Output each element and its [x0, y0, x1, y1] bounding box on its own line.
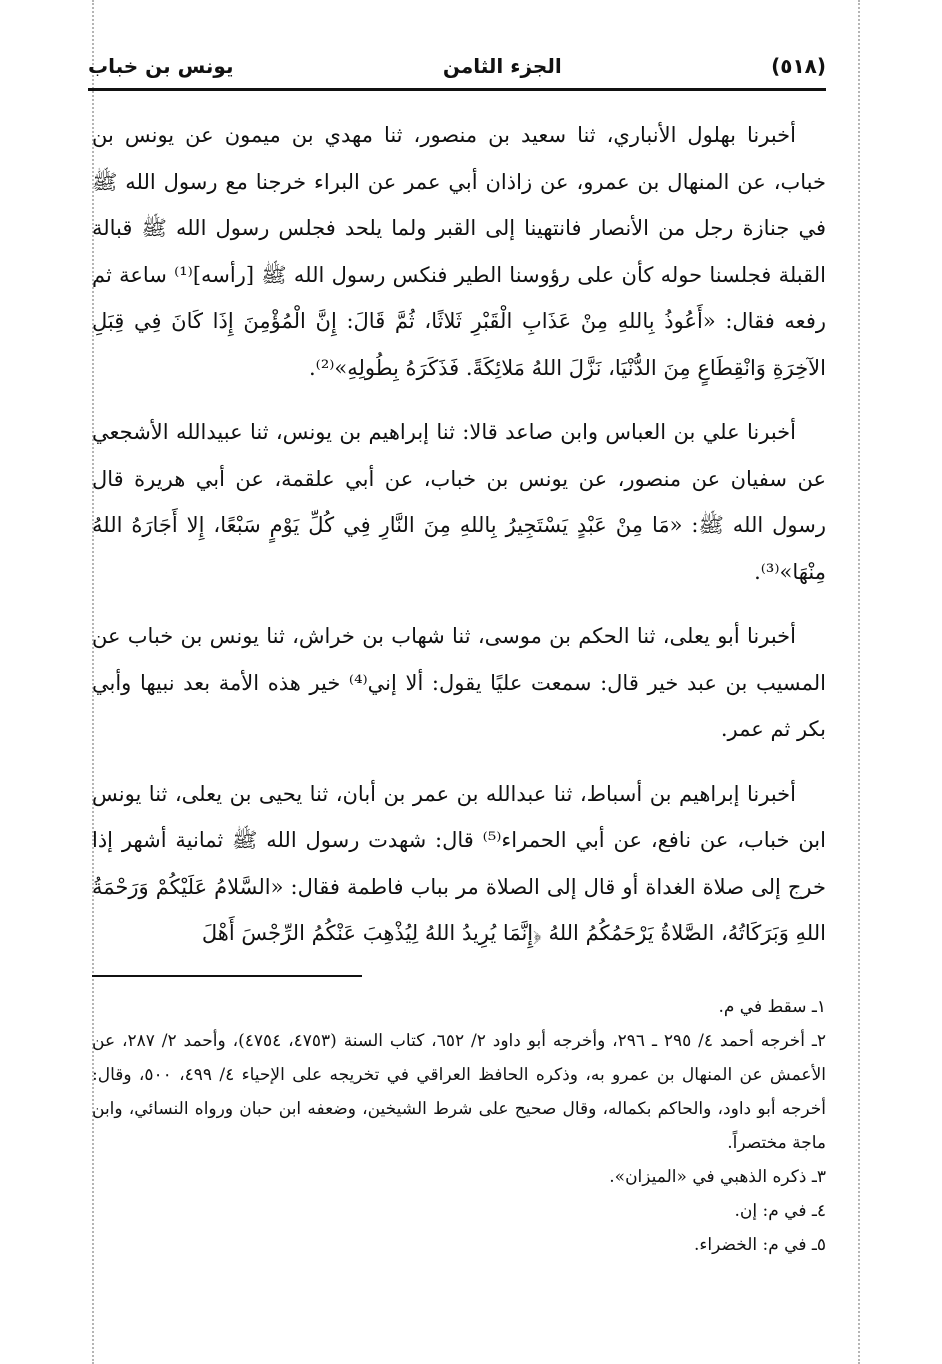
paragraph: أخبرنا إبراهيم بن أسباط، ثنا عبدالله بن عمر بن أبان، ثنا يحيى بن يعلى، ثنا يونس ابن خباب، عن نافع، عن أبي الحمراء⁽⁵⁾ قال: شهدت رسول الله ﷺ ثمانية أشهر إذا خرج إلى صلاة الغداة أو قال إلى الصلاة مر بباب فاطمة فقال: «السَّلامُ عَلَيْكُمْ وَرَحْمَةُ اللهِ وَبَرَكَاتُهُ، الصَّلاةُ يَرْحَمُكُمُ اللهُ ﴿إِنَّمَا يُرِيدُ اللهُ لِيُذْهِبَ عَنْكُمُ الرِّجْسَ أَهْلَ	[92, 781, 826, 945]
page-number: (٥١٨)	[771, 54, 826, 78]
running-header	[88, 46, 826, 86]
main-text	[92, 112, 826, 975]
footnote-4: ٤ـ في م: إن.	[734, 1201, 826, 1221]
footnote-1: ١ـ سقط في م.	[718, 997, 826, 1017]
volume-title: الجزء الثامن	[442, 54, 562, 78]
right-margin-dots	[858, 0, 860, 1364]
footnote-rule	[92, 975, 362, 977]
header-rule	[88, 88, 826, 91]
footnote-5: ٥ـ في م: الخضراء.	[693, 1235, 826, 1255]
footnotes	[92, 990, 826, 1262]
paragraph: أخبرنا أبو يعلى، ثنا الحكم بن موسى، ثنا شهاب بن خراش، ثنا يونس بن خباب عن المسيب بن عبد خير قال: سمعت عليًا يقول: ألا إني⁽⁴⁾ خير هذه الأمة بعد نبيها وأبي بكر ثم عمر.	[92, 624, 827, 741]
footnote-3: ٣ـ ذكره الذهبي في «الميزان».	[609, 1167, 826, 1187]
footnote-2: ٢ـ أخرجه أحمد ٤/ ٢٩٥ ـ ٢٩٦، وأخرجه أبو داود ٢/ ٦٥٢، كتاب السنة (٤٧٥٣، ٤٧٥٤)، وأحمد ٢/ ٢٨٧، عن الأعمش عن المنهال بن عمرو به، وذكره الحافظ العراقي في تخريجه على الإحياء ٤/ ٤٩٩، ٥٠٠، وقال: أخرجه أبو داود، والحاكم بكماله، وقال صحيح على شرط الشيخين، وضعفه ابن حبان ورواه النسائي، وابن ماجة مختصراً.	[92, 1031, 827, 1153]
paragraph: أخبرنا علي بن العباس وابن صاعد قالا: ثنا إبراهيم بن يونس، ثنا عبيدالله الأشجعي عن سفيان عن منصور، عن يونس بن خباب، عن أبي علقمة، عن أبي هريرة قال رسول الله ﷺ: «مَا مِنْ عَبْدٍ يَسْتَجِيرُ بِاللهِ مِنَ النَّارِ فِي كُلِّ يَوْمٍ سَبْعًا، إِلا أَجَارَهُ اللهُ مِنْهَا»⁽³⁾.	[92, 420, 826, 584]
chapter-name: يونس بن خباب	[88, 54, 234, 78]
paragraph: أخبرنا بهلول الأنباري، ثنا سعيد بن منصور، ثنا مهدي بن ميمون عن يونس بن خباب، عن المنهال بن عمرو، عن زاذان أبي عمر عن البراء خرجنا مع رسول الله ﷺ في جنازة رجل من الأنصار فانتهينا إلى القبر ولما يلحد فجلس رسول الله ﷺ قبالة القبلة فجلسنا حوله كأن على رؤوسنا الطير فنكس رسول الله ﷺ [رأسه]⁽¹⁾ ساعة ثم رفعه فقال: «أَعُوذُ بِاللهِ مِنْ عَذَابِ الْقَبْرِ ثَلاثًا، ثُمَّ قَالَ: إِنَّ الْمُؤْمِنَ إِذَا كَانَ فِي قِبَلِ الآخِرَةِ وَانْقِطَاعٍ مِنَ الدُّنْيَا، نَزَّلَ اللهُ مَلائِكَةً. فَذَكَرَهُ بِطُولِهِ»⁽²⁾.	[92, 123, 826, 380]
